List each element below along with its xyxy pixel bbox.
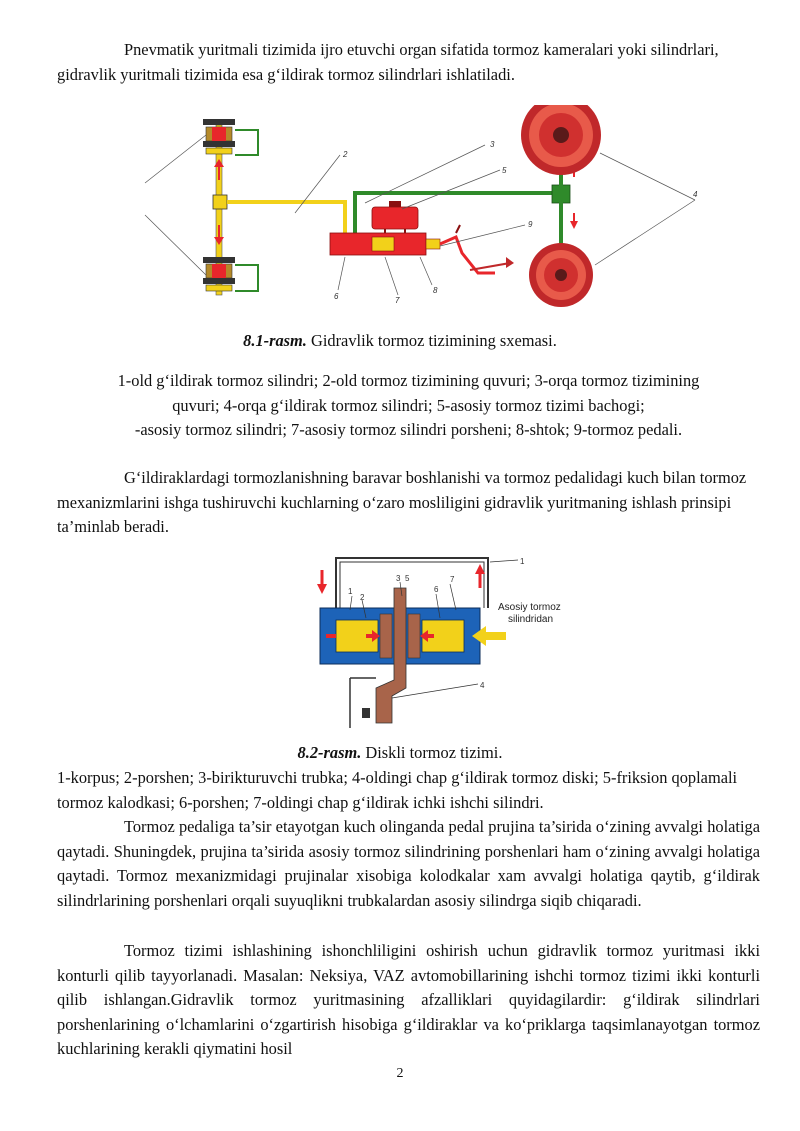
label-4: 4 (693, 190, 698, 199)
label-9: 9 (528, 220, 533, 229)
front-brake-pipe (227, 202, 345, 233)
figure2-legend (57, 766, 760, 815)
figure1-legend (57, 369, 760, 443)
hydraulic-brake-scheme-figure (140, 105, 710, 310)
figure1-caption-text: Gidravlik tormoz tizimining sxemasi. (306, 331, 557, 350)
brake-pad-left (380, 614, 392, 658)
figure2-caption-text: Diskli tormoz tizimi. (361, 743, 503, 762)
front-tee-junction (213, 195, 227, 209)
label-8: 8 (433, 286, 438, 295)
paragraph-3-text: Tormoz pedaliga ta’sir etayotgan kuch olinganda pedal prujina ta’sirida o‘zining avvalgi holatiga qaytadi. Shuningdek, prujina ta’sirida asosiy tormoz silindrining porshenlari ham o‘zining avvalgi holatiga qaytadi. Tormoz mexanizmidagi prujinalar xisobiga kolodkalar xam avvalgi holatiga qaytib, g‘ildirak silindrlarining porshenlari orqali suyuqlikni trubkalardan asosiy silindrga siqib chiqaradi. (57, 817, 760, 910)
label-2: 2 (343, 150, 348, 159)
paragraph-4-text: Tormoz tizimi ishlashining ishonchliligini oshirish uchun gidravlik tormoz yuritmasi ikki konturli qilib tayyorlanadi. Masalan: Neksiya, VAZ avtomobillarining ishchi tormoz tizimi ikki konturli qilib ishlangan.Gidravlik tormoz yuritmasining afzalliklari quyidagilardir: g‘ildirak silindrlari porshenlarining o‘lchamlarini o‘zgartirish hisobiga g‘ildiraklar va ko‘priklarga taqsimlanayotgan tormoz kuchlarining kerakli qiymatini hosil (57, 941, 760, 1058)
page-number: 2 (396, 1066, 404, 1081)
intro-text: Pnevmatik yuritmali tizimida ijro etuvchi organ sifatida tormoz kameralari yoki silindrlari, gidravlik yuritmali tizimida esa g‘ildirak tormoz silindrlari ishlatiladi. (57, 40, 719, 84)
rear-drum-top (521, 105, 601, 175)
rear-drum-bottom (529, 243, 593, 307)
label-3: 3 (490, 140, 495, 149)
intro-paragraph (57, 38, 760, 87)
figure1-caption (0, 329, 800, 353)
label-4: 4 (480, 681, 485, 690)
paragraph-3 (57, 815, 760, 913)
label-2: 2 (360, 593, 365, 602)
label-7: 7 (395, 296, 400, 305)
figure2-legend-text: 1-korpus; 2-porshen; 3-birikturuvchi trubka; 4-oldingi chap g‘ildirak tormoz diski; 5-friksion qoplamali tormoz kalodkasi; 6-porshen; 7-oldingi chap g‘ildirak ichki ishchi silindri. (57, 768, 738, 812)
paragraph-2 (57, 466, 760, 540)
brake-fluid-reservoir (372, 207, 418, 229)
pedal-arrow (470, 263, 510, 270)
fluid-source-annotation (498, 602, 561, 625)
figure1-legend-line1: 1-old g‘ildirak tormoz silindri; 2-old tormoz tizimining quvuri; 3-orqa tormoz tizimining (117, 371, 700, 390)
figure2-caption (0, 741, 800, 765)
brake-pad-right (408, 614, 420, 658)
front-wheel-top (203, 119, 258, 155)
figure2-caption-number: 8.2-rasm. (297, 743, 362, 762)
label-6: 6 (434, 585, 439, 594)
figure1-legend-line2: quvuri; 4-orqa g‘ildirak tormoz silindri; 5-asosiy tormoz tizimi bachogi; (172, 395, 645, 415)
label-1: 1 (520, 557, 525, 566)
label-7: 7 (450, 575, 455, 584)
connecting-tube (336, 558, 488, 608)
paragraph-2-text: G‘ildiraklardagi tormozlanishning baravar boshlanishi va tormoz pedalidagi kuch bilan tormoz mexanizmlarini ishga tushiruvchi kuchlarning o‘zaro mosliligini gidravlik yuritmaning ishlash prinsipi ta’minlab beradi. (57, 468, 747, 536)
label-5: 5 (405, 574, 410, 583)
figure1-caption-number: 8.1-rasm. (243, 331, 307, 350)
figure1-legend-line3: -asosiy tormoz silindri; 7-asosiy tormoz silindri porsheni; 8-shtok; 9-tormoz pedali. (134, 420, 683, 439)
disc-brake-figure (310, 548, 590, 733)
label-6: 6 (334, 292, 339, 301)
label-5: 5 (502, 166, 507, 175)
front-wheel-bottom (203, 257, 258, 291)
paragraph-4 (57, 939, 760, 1062)
label-1b: 1 (348, 587, 353, 596)
annotation-line1: Asosiy tormoz (498, 602, 561, 613)
annotation-line2: silindridan (508, 614, 554, 625)
label-3: 3 (396, 574, 401, 583)
